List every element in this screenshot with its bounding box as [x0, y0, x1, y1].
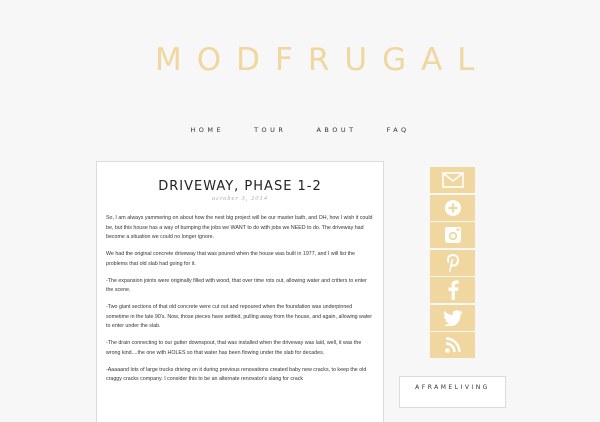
email-icon	[442, 172, 464, 188]
blog-post	[96, 161, 384, 422]
social-icons	[430, 167, 475, 360]
instagram-icon	[444, 226, 462, 244]
main-nav	[0, 126, 600, 134]
post-paragraph: -The expansion joints were originally filled with wood, that over time rots out, allowing water and critters to enter the scene.	[106, 277, 367, 293]
facebook-icon	[447, 280, 459, 300]
email-button[interactable]	[430, 167, 475, 193]
post-title[interactable]: DRIVEWAY, PHASE 1-2	[158, 179, 322, 194]
rss-icon	[445, 337, 461, 353]
pinterest-icon	[446, 253, 460, 273]
facebook-button[interactable]	[430, 277, 475, 303]
widget-title: AFRAMELIVING	[415, 384, 490, 391]
nav-faq[interactable]: FAQ	[386, 126, 410, 134]
nav-about[interactable]: ABOUT	[316, 126, 357, 134]
post-paragraph: We had the original concrete driveway that was poured when the house was built in 1977, and I will list the problems that old slab had going for it.	[106, 251, 356, 267]
post-paragraph: -Aaaaand lots of large trucks driving on it during previous renovations created baby new cracks, to keep the old craggy cracks company. I consider this to be an alternate renovator's slang for crack	[106, 366, 367, 382]
blog-logo[interactable]: MODFRUGAL	[155, 42, 490, 78]
rss-button[interactable]	[430, 332, 475, 358]
nav-tour[interactable]: TOUR	[254, 126, 287, 134]
twitter-icon	[443, 310, 463, 326]
bloglovin-button[interactable]	[430, 195, 475, 221]
post-paragraph: -The drain connecting to our gutter downspout, that was installed when the driveway was laid, well, it was the wrong kind....the one with HOLES so that water has been flowing under the slab for decades.	[106, 340, 362, 356]
bloglovin-icon	[444, 199, 462, 217]
twitter-button[interactable]	[430, 305, 475, 331]
instagram-button[interactable]	[430, 222, 475, 248]
post-date: october 3, 2014	[212, 195, 268, 202]
nav-home[interactable]: HOME	[190, 126, 225, 134]
sidebar-widget	[399, 376, 506, 408]
post-paragraph: So, I am always yammering on about how the next big project will be our master bath, and OH, how I wish it could be, but this house has a way of bumping the jobs we WANT to do with jobs we NEED to do. The driveway had become a situation we could no longer ignore.	[106, 215, 373, 240]
post-body	[106, 214, 374, 385]
post-paragraph: -Two giant sections of that old concrete were cut out and repoured when the foundation was underpinned sometime in the late 90's. Now, those pieces have settled, pulling away from the house, and again, allowing water to enter under the slab.	[106, 304, 373, 329]
pinterest-button[interactable]	[430, 250, 475, 276]
